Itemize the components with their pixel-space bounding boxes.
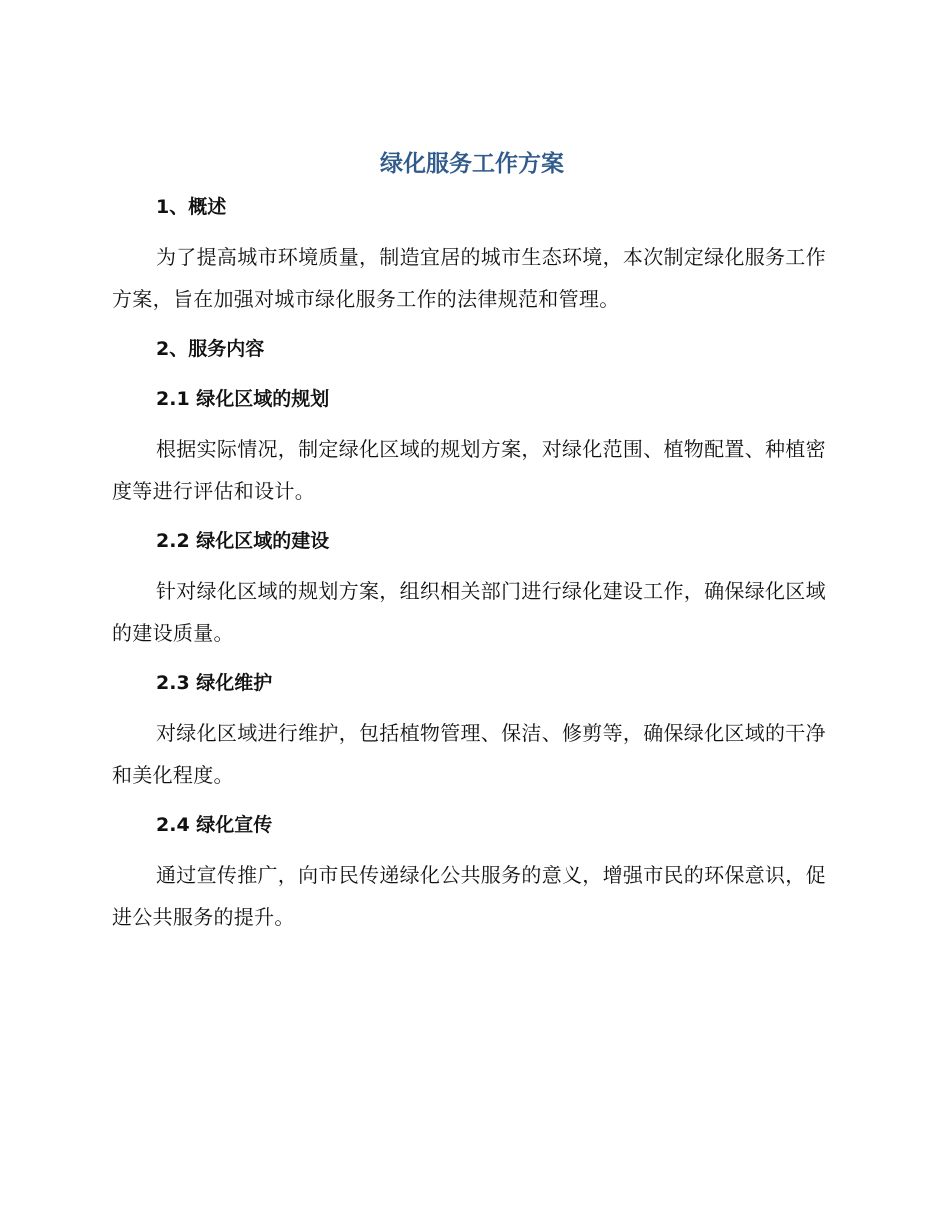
- spacer: [112, 846, 832, 854]
- spacer: [112, 654, 832, 662]
- section-paragraph-planning: 根据实际情况，制定绿化区域的规划方案，对绿化范围、植物配置、种植密度等进行评估和设计。: [112, 437, 826, 503]
- spacer: [112, 562, 832, 570]
- spacer: [112, 512, 832, 520]
- section-heading-maintenance: 2.3 绿化维护: [156, 672, 273, 694]
- section-paragraph-maintenance: 对绿化区域进行维护，包括植物管理、保洁、修剪等，确保绿化区域的干净和美化程度。: [112, 721, 826, 787]
- document-content: [112, 142, 832, 938]
- section-paragraph-overview: 为了提高城市环境质量，制造宜居的城市生态环境，本次制定绿化服务工作方案，旨在加强对城市绿化服务工作的法律规范和管理。: [112, 245, 826, 311]
- spacer: [112, 228, 832, 236]
- section-paragraph-construction: 针对绿化区域的规划方案，组织相关部门进行绿化建设工作，确保绿化区域的建设质量。: [112, 579, 826, 645]
- section-heading-overview: 1、概述: [156, 196, 227, 218]
- section-heading-publicity: 2.4 绿化宣传: [156, 814, 273, 836]
- spacer: [112, 704, 832, 712]
- section-heading-planning: 2.1 绿化区域的规划: [156, 388, 330, 410]
- spacer: [112, 420, 832, 428]
- section-paragraph-publicity: 通过宣传推广，向市民传递绿化公共服务的意义，增强市民的环保意识，促进公共服务的提升。: [112, 863, 826, 929]
- section-heading-service-content: 2、服务内容: [156, 338, 265, 360]
- spacer: [112, 370, 832, 378]
- spacer: [112, 320, 832, 328]
- document-title: 绿化服务工作方案: [380, 151, 564, 177]
- spacer: [112, 796, 832, 804]
- section-heading-construction: 2.2 绿化区域的建设: [156, 530, 330, 552]
